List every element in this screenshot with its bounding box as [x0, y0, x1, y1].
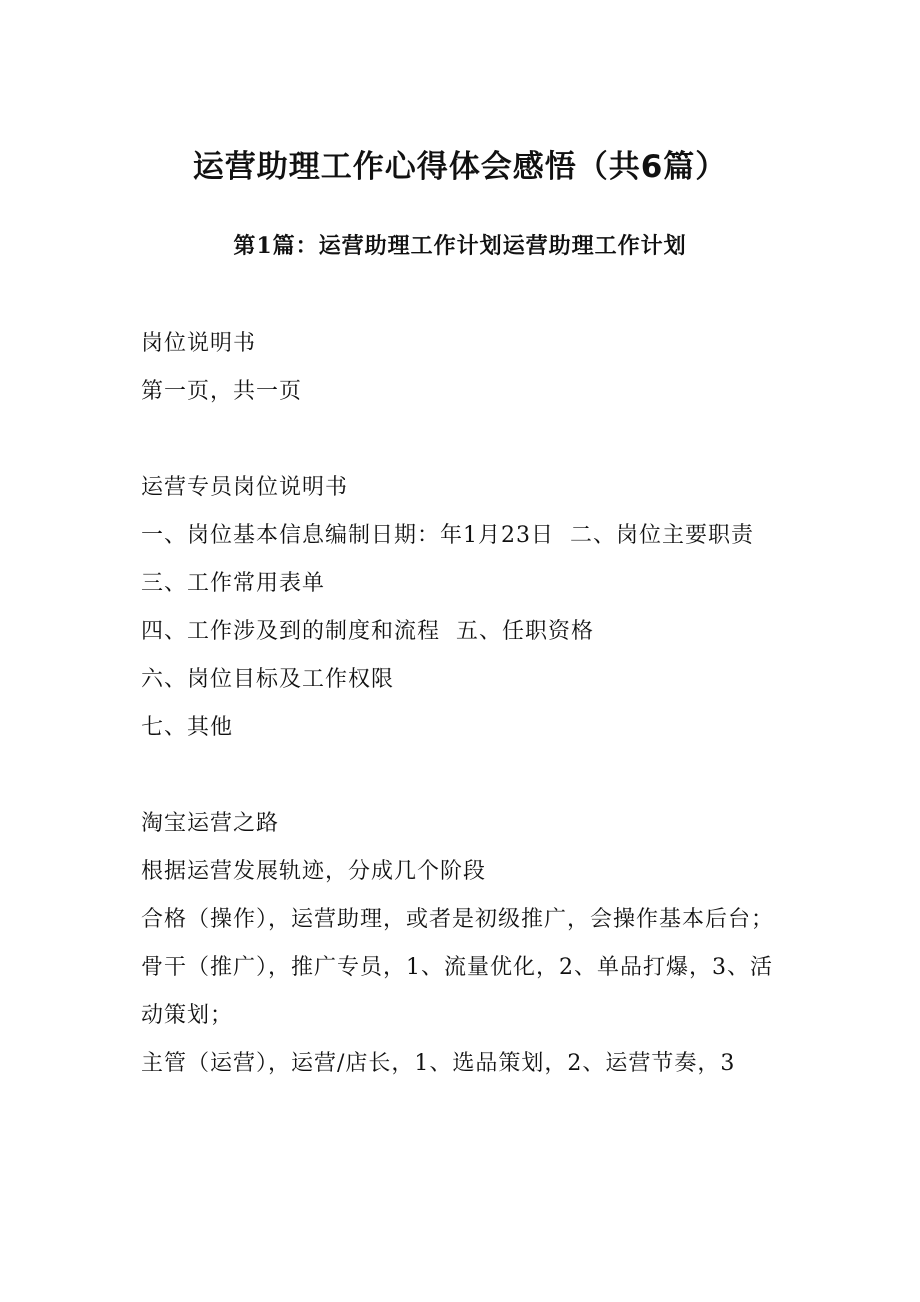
document-body [141, 320, 787, 1088]
paragraph-specialist-description: 运营专员岗位说明书 [141, 475, 349, 500]
paragraph-section-1-2: 一、岗位基本信息编制日期：年1月23日 二、岗位主要职责 [141, 523, 754, 548]
document-title: 运营助理工作心得体会感悟（共6篇） [192, 149, 728, 185]
paragraph-page-count: 第一页，共一页 [141, 379, 303, 404]
paragraph-section-3: 三、工作常用表单 [141, 571, 326, 596]
paragraph-stage-backbone: 骨干（推广），推广专员，1、流量优化，2、单品打爆，3、活动策划； [141, 955, 773, 1028]
paragraph-stage-qualified: 合格（操作），运营助理，或者是初级推广，会操作基本后台； [141, 907, 775, 932]
paragraph-section-6: 六、岗位目标及工作权限 [141, 667, 395, 692]
paragraph-taobao-path: 淘宝运营之路 [141, 811, 280, 836]
paragraph-section-7: 七、其他 [141, 715, 234, 740]
paragraph-section-4-5: 四、工作涉及到的制度和流程 五、任职资格 [141, 619, 594, 644]
document-subtitle: 第1篇：运营助理工作计划运营助理工作计划 [233, 233, 687, 259]
paragraph-stages: 根据运营发展轨迹，分成几个阶段 [141, 859, 487, 884]
paragraph-stage-supervisor: 主管（运营），运营/店长，1、选品策划，2、运营节奏，3 [141, 1051, 736, 1076]
paragraph-job-description: 岗位说明书 [141, 331, 257, 356]
